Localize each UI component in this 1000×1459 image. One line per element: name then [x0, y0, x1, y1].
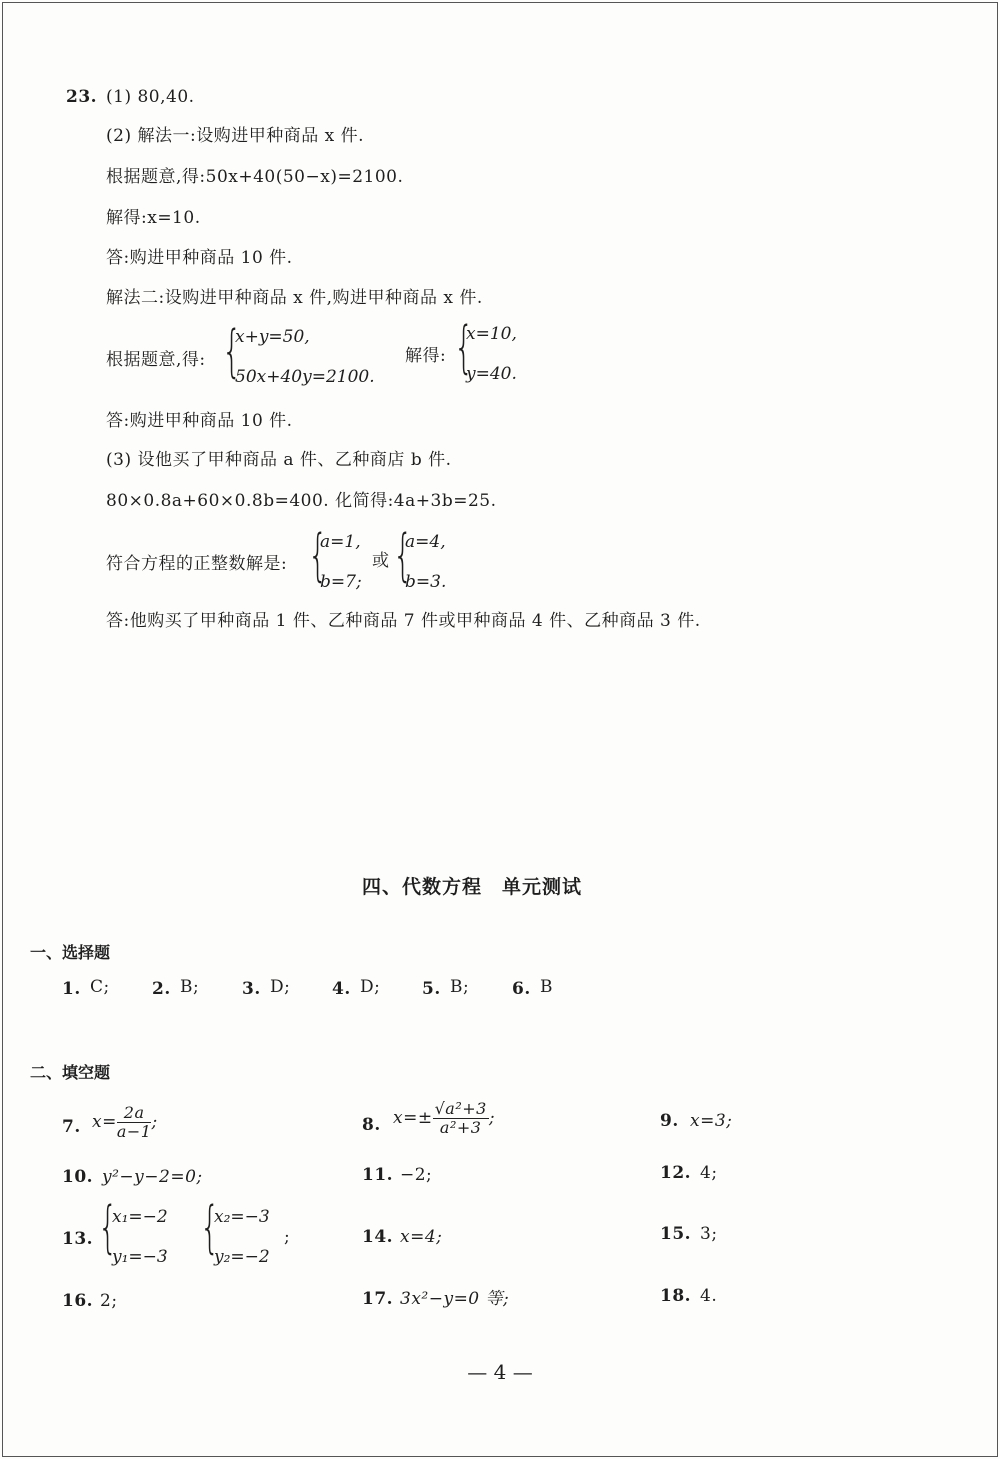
answer-number-10: 10.: [62, 1167, 94, 1187]
system2-eq1: x=10,: [466, 324, 517, 344]
q23-method2: 解法二:设购进甲种商品 x 件,购进甲种商品 x 件.: [106, 288, 483, 308]
choice-number: 3.: [242, 979, 261, 999]
q23-answer1: 答:购进甲种商品 10 件.: [106, 248, 293, 268]
choice-number: 1.: [62, 979, 81, 999]
answer-number-9: 9.: [660, 1111, 679, 1131]
system4-eq2: b=3.: [405, 572, 447, 592]
answer-16: 2;: [100, 1291, 118, 1311]
unit-title: 四、代数方程 单元测试: [362, 876, 583, 898]
answer-18: 4.: [700, 1286, 718, 1306]
answer-7: [92, 1104, 158, 1141]
choice-answer: D;: [270, 977, 291, 997]
left-brace-icon: {: [200, 1195, 220, 1260]
answer-13-y2: y₂=−2: [214, 1247, 270, 1267]
answer-7-numerator: 2a: [117, 1104, 152, 1123]
q23-equation: 根据题意,得:50x+40(50−x)=2100.: [106, 167, 404, 187]
answer-13-x2: x₂=−3: [214, 1207, 270, 1227]
answer-number-13: 13.: [62, 1229, 94, 1249]
choice-answer: D;: [360, 977, 381, 997]
choice-number: 4.: [332, 979, 351, 999]
answer-number-11: 11.: [362, 1165, 394, 1185]
answer-17: 3x²−y=0 等;: [400, 1289, 510, 1309]
page-number: — 4 —: [467, 1360, 533, 1384]
q23-part2: (2) 解法一:设购进甲种商品 x 件.: [106, 126, 365, 146]
answer-number-16: 16.: [62, 1291, 94, 1311]
left-brace-icon: {: [222, 319, 242, 384]
system3-eq1: a=1,: [320, 532, 361, 552]
system4-eq1: a=4,: [405, 532, 446, 552]
system1-eq1: x+y=50,: [235, 327, 310, 347]
q23-final-answer: 答:他购买了甲种商品 1 件、乙种商品 7 件或甲种商品 4 件、乙种商品 3 件.: [106, 611, 701, 631]
q23-part3-equation: 80×0.8a+60×0.8b=400. 化简得:4a+3b=25.: [106, 491, 497, 511]
answer-8: [393, 1100, 495, 1137]
answer-10: y²−y−2=0;: [102, 1167, 203, 1187]
answer-13-suffix: ;: [284, 1227, 291, 1247]
answer-number-7: 7.: [62, 1117, 81, 1137]
section-title-fill: 二、填空题: [30, 1063, 111, 1082]
left-brace-icon: {: [454, 315, 474, 380]
answer-7-prefix: x=: [92, 1112, 117, 1132]
answer-14: x=4;: [400, 1227, 443, 1247]
q23-part3: (3) 设他买了甲种商品 a 件、乙种商店 b 件.: [106, 450, 452, 470]
system2-eq2: y=40.: [466, 364, 517, 384]
answer-9: x=3;: [690, 1111, 733, 1131]
q23-integer-label: 符合方程的正整数解是:: [106, 554, 288, 574]
left-brace-icon: {: [98, 1195, 118, 1260]
question-number-23: 23.: [66, 87, 98, 107]
answer-number-15: 15.: [660, 1224, 692, 1244]
answer-11: −2;: [400, 1165, 433, 1185]
answer-7-denominator: a−1: [116, 1122, 152, 1141]
answer-number-12: 12.: [660, 1163, 692, 1183]
answer-number-18: 18.: [660, 1286, 692, 1306]
left-brace-icon: {: [393, 523, 413, 588]
choice-answer: B;: [180, 977, 200, 997]
choice-answer: B: [540, 977, 553, 997]
answer-8-denominator: a²+3: [439, 1118, 482, 1137]
q23-part1: (1) 80,40.: [106, 87, 195, 107]
answer-number-8: 8.: [362, 1115, 381, 1135]
answer-number-14: 14.: [362, 1227, 394, 1247]
answer-7-suffix: ;: [151, 1112, 158, 1132]
q23-or: 或: [372, 551, 390, 571]
left-brace-icon: {: [308, 523, 328, 588]
choice-answer: C;: [90, 977, 110, 997]
q23-solve-label: 解得:: [405, 346, 447, 366]
choice-answer: B;: [450, 977, 470, 997]
answer-13-x1: x₁=−2: [112, 1207, 168, 1227]
system3-eq2: b=7;: [320, 572, 362, 592]
choice-number: 2.: [152, 979, 171, 999]
q23-system-label: 根据题意,得:: [106, 350, 206, 370]
answer-8-prefix: x=±: [393, 1108, 433, 1128]
answer-number-17: 17.: [362, 1289, 394, 1309]
answer-8-numerator: √a²+3: [434, 1099, 487, 1118]
q23-solution: 解得:x=10.: [106, 208, 201, 228]
answer-15: 3;: [700, 1224, 718, 1244]
q23-answer2: 答:购进甲种商品 10 件.: [106, 411, 293, 431]
answer-8-suffix: ;: [488, 1108, 496, 1128]
section-title-choice: 一、选择题: [30, 943, 111, 962]
answer-13-y1: y₁=−3: [112, 1247, 168, 1267]
choice-number: 6.: [512, 979, 531, 999]
answer-12: 4;: [700, 1163, 718, 1183]
choice-number: 5.: [422, 979, 441, 999]
system1-eq2: 50x+40y=2100.: [235, 367, 375, 387]
